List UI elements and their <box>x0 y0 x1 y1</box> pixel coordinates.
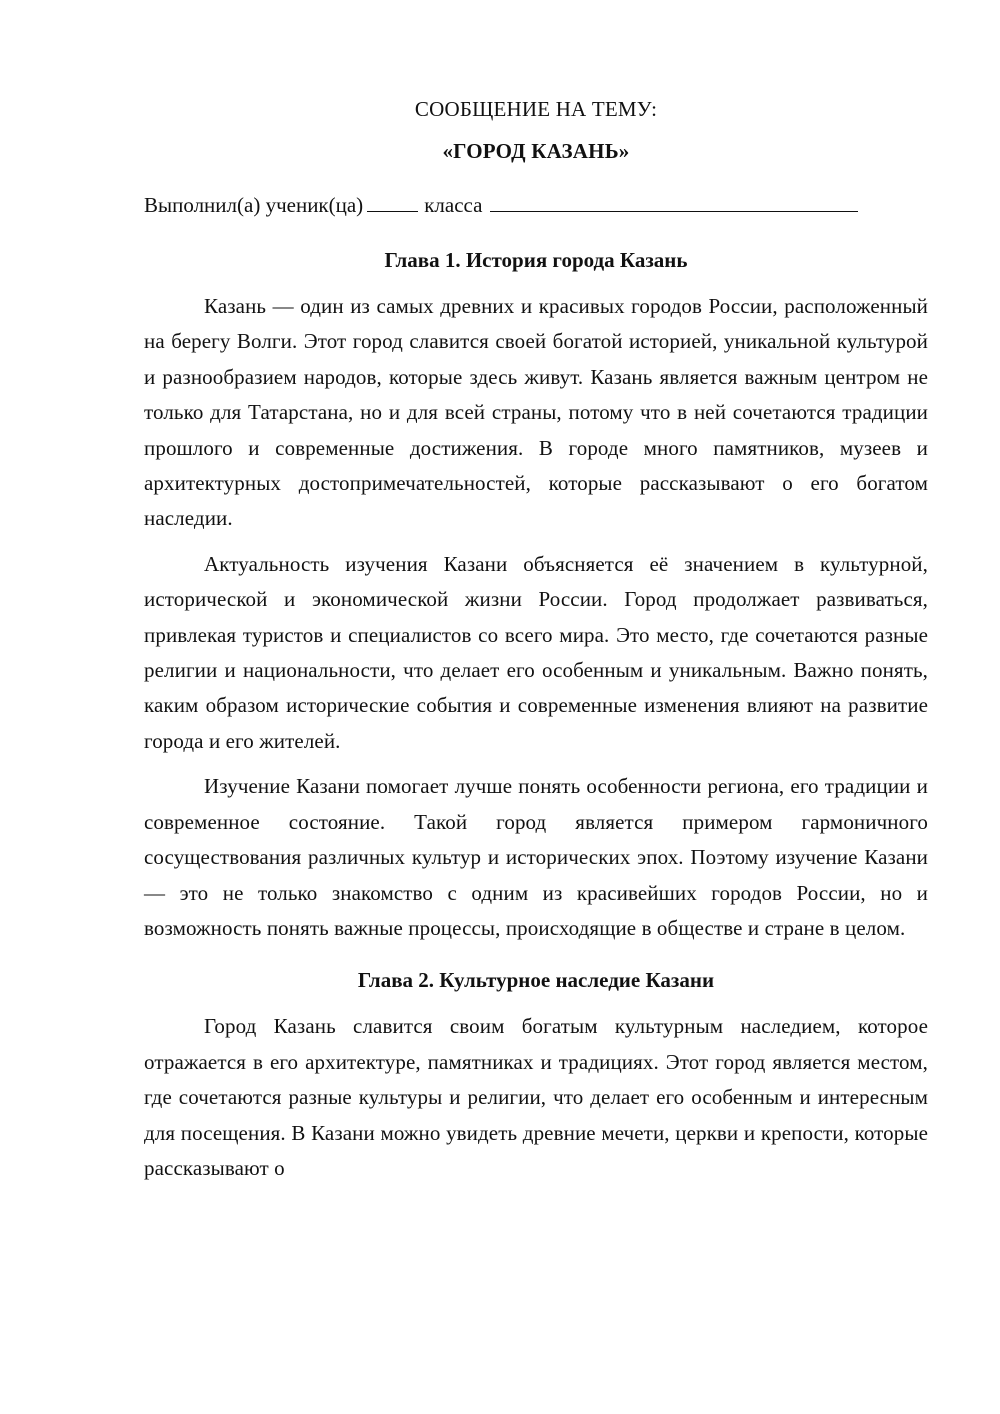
paragraph: Актуальность изучения Казани объясняется её значением в культурной, исторической и экономической жизни России. Город продолжает развиваться, привлекая туристов и специалистов со всего мира. Это место, где сочетаются разные религии и национальности, что делает его особенным и уникальным. Важно понять, каким образом исторические события и современные изменения влияют на развитие города и его жителей. <box>144 551 928 753</box>
document-title-line1: СООБЩЕНИЕ НА ТЕМУ: <box>414 97 658 121</box>
paragraph: Казань — один из самых древних и красивых городов России, расположенный на берегу Волги. Этот город славится своей богатой историей, уникальной культурой и разнообразием народов, которые здесь живут. Казань является важным центром не только для Татарстана, но и для всей страны, потому что в ней сочетаются традиции прошлого и современные достижения. В городе много памятников, музеев и архитектурных достопримечательностей, которые рассказывают о его богатом наследии. <box>144 294 928 531</box>
class-number-blank <box>367 193 418 212</box>
author-middle: класса <box>424 193 483 217</box>
document-content <box>144 86 928 1186</box>
paragraph: Изучение Казани помогает лучше понять особенности региона, его традиции и современное состояние. Такой город является примером гармоничного сосуществования различных культур и исторических эпох. Поэтому изучение Казани — это не только знакомство с одним из красивейших городов России, но и возможность понять важные процессы, происходящие в обществе и стране в целом. <box>144 774 928 940</box>
student-name-blank <box>490 193 858 212</box>
paragraph: Город Казань славится своим богатым культурным наследием, которое отражается в его архитектуре, памятниках и традициях. Этот город является местом, где сочетаются разные культуры и религии, что делает его особенным и интересным для посещения. В Казани можно увидеть древние мечети, церкви и крепости, которые рассказывают о <box>144 1014 928 1180</box>
chapter-heading: Глава 2. Культурное наследие Казани <box>357 968 715 993</box>
author-line <box>144 190 928 220</box>
document-title-line2: «ГОРОД КАЗАНЬ» <box>442 139 630 163</box>
author-prefix: Выполнил(а) ученик(ца) <box>144 193 364 217</box>
chapter-heading: Глава 1. История города Казань <box>384 248 688 272</box>
